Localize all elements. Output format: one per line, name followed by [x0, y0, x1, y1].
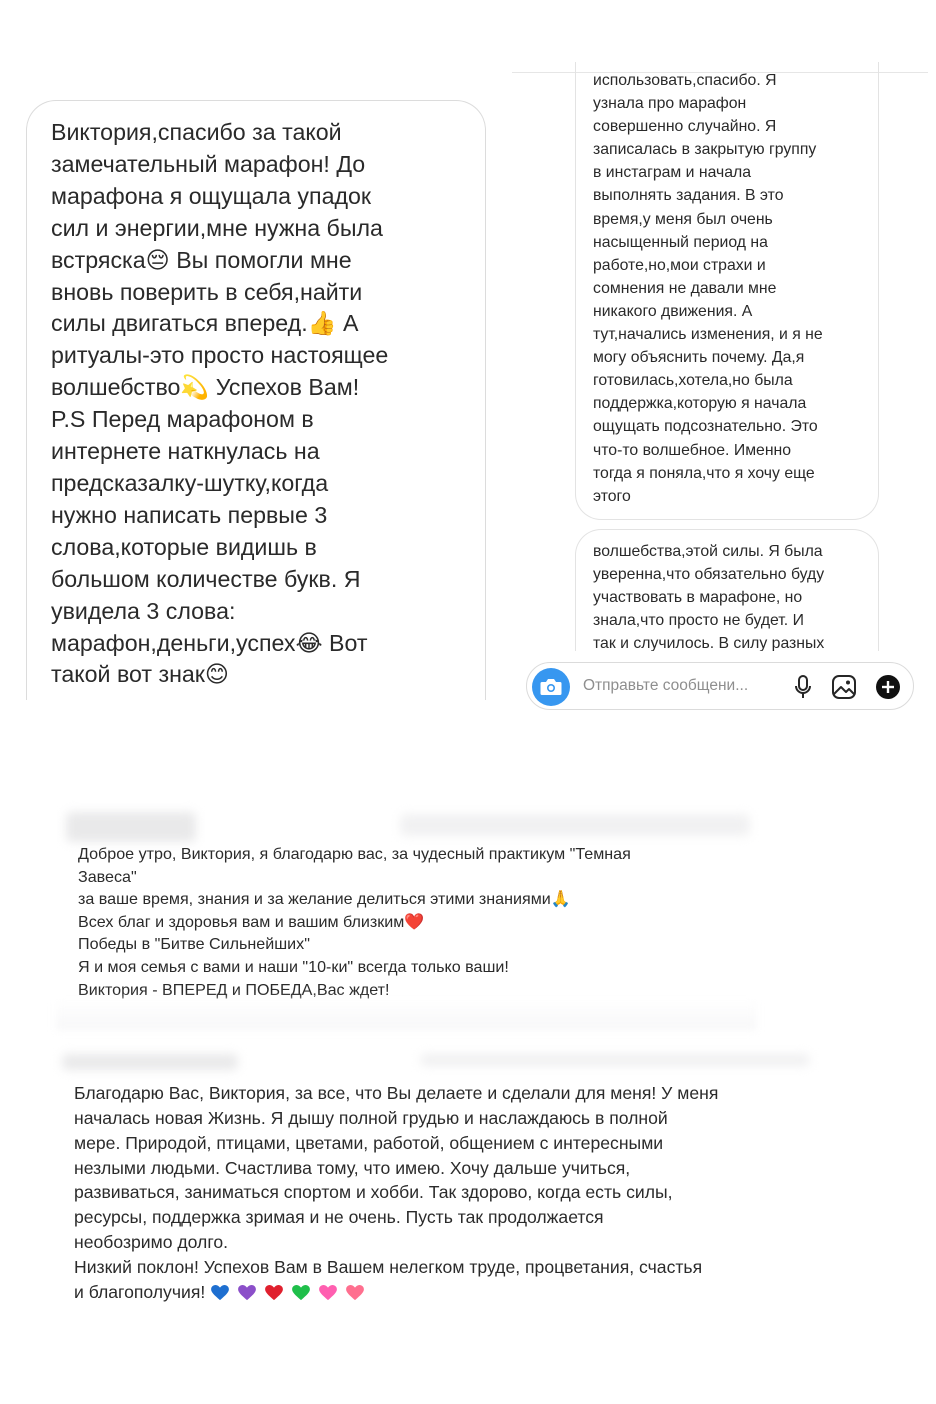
chat-message-1-text: использовать,спасибо. Я узнала про марафон совершенно случайно. Я записалась в закрытую группу в инстаграм и начала выполнять задания. В это время,у меня был очень насыщенный период на работе,но,мои страхи и сомнения не давали мне никакого движения. А тут,начались изменения, и я не могу объяснить почему. Да,я готовилась,хотела,но была поддержка,которую я начала ощущать подсознательно. Это что-то волшебное. Именно тогда я поняла,что я хочу еще этого	[593, 72, 823, 505]
review-text-3-body: Благодарю Вас, Виктория, за все, что Вы делаете и сделали для меня! У меня началась новая Жизнь. Я дышу полной грудью и наслаждаюсь в полной мере. Природой, птицами, цветами, работой, общением с интересными незлыми людьми. Счастлива тому, что имею. Хочу дальше учиться, развиваться, заниматься спортом и хобби. Так здорово, когда есть силы, ресурсы, поддержка зримая и не очень. Пусть так продолжается необозримо долго. Низкий поклон! Успехов Вам в Вашем нелегком труде, процветания, счастья	[74, 1083, 719, 1277]
heart-icon	[319, 1285, 337, 1301]
heart-icon	[346, 1285, 364, 1301]
heart-icon	[265, 1285, 283, 1301]
heart-icon	[211, 1285, 229, 1301]
review-text-2: Доброе утро, Виктория, я благодарю вас, за чудесный практикум "Темная Завеса" за ваше время, знания и за желание делиться этими знаниями🙏 Всех благ и здоровья вам и вашим близким❤️ Победы в "Битве Сильнейших" Я и моя семья с вами и наши "10-ки" всегда только ваши! Виктория - ВПЕРЕД и ПОБЕДА,Вас ждет!	[78, 845, 631, 999]
microphone-icon[interactable]	[789, 673, 817, 701]
card-fade	[56, 1000, 756, 1030]
gallery-icon[interactable]	[830, 673, 858, 701]
plus-icon[interactable]	[874, 673, 902, 701]
heart-emojis	[211, 1285, 364, 1301]
review-text-3-last-line: и благополучия!	[74, 1281, 206, 1302]
review-text-left: Виктория,спасибо за такой замечательный марафон! До марафона я ощущала упадок сил и энергии,мне нужна была встряска😔 Вы помогли мне вновь поверить в себя,найти силы двигаться вперед.👍 А ритуалы-это просто настоящее волшебство💫 Успехов Вам! P.S Перед марафоном в интернете наткнулась на предсказалку-шутку,когда нужно написать первые 3 слова,которые видишь в большом количестве букв. Я увидела 3 слова: марафон,деньги,успех😂 Вот такой вот знак😊	[51, 119, 389, 688]
chat-message-2	[575, 529, 879, 651]
chat-message-1	[575, 62, 879, 520]
message-composer	[526, 662, 914, 710]
message-input[interactable]: Отправьте сообщени...	[583, 677, 749, 694]
review-text-3	[74, 1081, 834, 1305]
review-card-2	[56, 812, 760, 1030]
heart-icon	[292, 1285, 310, 1301]
heart-icon	[238, 1285, 256, 1301]
review-bubble-left	[26, 100, 486, 700]
review-card-3	[52, 1050, 822, 1330]
chat-message-2-text: волшебства,этой силы. Я была уверенна,что обязательно буду участвовать в марафоне, но знала,что просто не будет. И так и случилось. В силу разных	[593, 543, 825, 651]
camera-icon[interactable]	[532, 668, 570, 706]
